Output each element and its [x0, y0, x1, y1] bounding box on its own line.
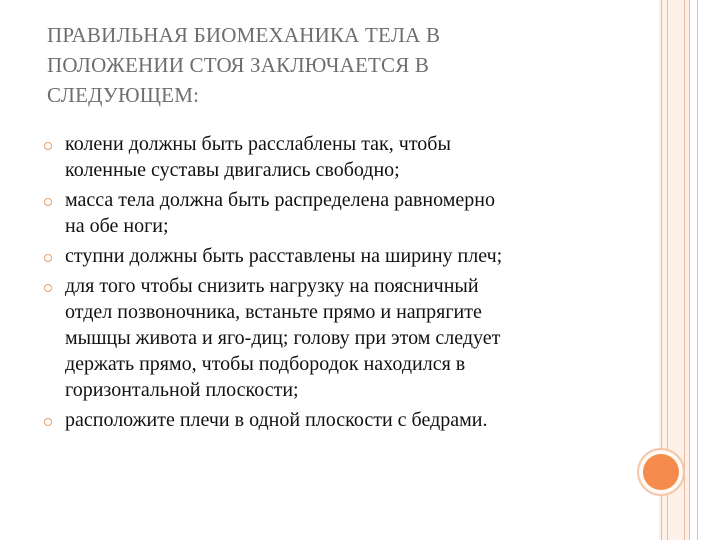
slide-title-line: ПРАВИЛЬНАЯ БИОМЕХАНИКА ТЕЛА В: [47, 23, 441, 47]
bullet-text-line: горизонтальной плоскости;: [65, 379, 299, 401]
orange-circle-icon: [637, 448, 685, 496]
bullet-circle-icon: [44, 418, 52, 426]
bullet-text-line: коленные суставы двигались свободно;: [65, 159, 400, 181]
bullet-text-line: для того чтобы снизить нагрузку на поясничный: [65, 275, 479, 297]
bullet-text-line: мышцы живота и яго-диц; голову при этом следует: [65, 327, 501, 349]
bullet-item: [44, 407, 644, 433]
bullet-item: [44, 273, 644, 403]
bullet-text-line: масса тела должна быть распределена равномерно: [65, 189, 495, 211]
slide-title: [47, 20, 627, 110]
bullet-circle-icon: [44, 198, 52, 206]
bullet-item: [44, 187, 644, 239]
decorative-line: [697, 0, 698, 540]
bullet-item: [44, 243, 644, 269]
bullet-item: [44, 131, 644, 183]
bullet-circle-icon: [44, 284, 52, 292]
bullet-text-line: отдел позвоночника, встаньте прямо и напрягите: [65, 301, 482, 323]
bullet-circle-icon: [44, 254, 52, 262]
decorative-line: [684, 0, 685, 540]
bullet-text-line: колени должны быть расслаблены так, чтобы: [65, 133, 451, 155]
slide-title-line: СЛЕДУЮЩЕМ:: [47, 83, 200, 107]
bullet-text-line: держать прямо, чтобы подбородок находился в: [65, 353, 466, 375]
bullet-text-line: ступни должны быть расставлены на ширину плеч;: [65, 245, 503, 267]
bullet-list: [44, 131, 644, 437]
bullet-circle-icon: [44, 142, 52, 150]
slide-title-line: ПОЛОЖЕНИИ СТОЯ ЗАКЛЮЧАЕТСЯ В: [47, 53, 430, 77]
bullet-text-line: расположите плечи в одной плоскости с бедрами.: [65, 409, 488, 431]
bullet-text-line: на обе ноги;: [65, 215, 169, 237]
decorative-line: [689, 0, 690, 540]
orange-circle-fill: [643, 454, 679, 490]
